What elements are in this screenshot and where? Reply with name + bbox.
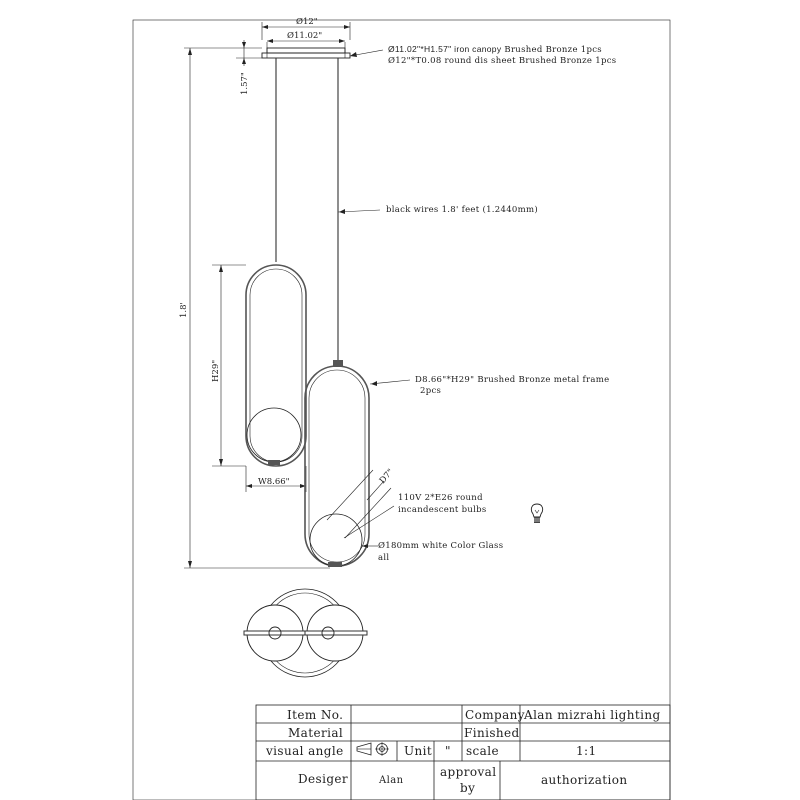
projection-symbol-icon <box>357 742 389 756</box>
frame-annotation <box>370 375 609 396</box>
authorization-label: authorization <box>541 773 628 787</box>
canopy <box>262 48 350 58</box>
bulb-spec-line2: incandescent bulbs <box>398 505 487 515</box>
top-view <box>244 589 367 677</box>
frame-spec-line2: 2pcs <box>420 386 442 396</box>
canopy-inner-dim: Ø11.02" <box>287 31 323 41</box>
title-block <box>256 705 670 800</box>
scale-label: scale <box>466 744 499 758</box>
total-height-label: 1.8' <box>179 302 189 318</box>
finished-label: Finished <box>464 726 520 740</box>
item-no-label: Item No. <box>287 708 344 722</box>
wires-label: black wires 1.8' feet (1.2440mm) <box>386 205 538 215</box>
canopy-spec-rest: Brushed Bronze 1pcs <box>501 45 602 55</box>
company-value: Alan mizrahi lighting <box>524 708 661 722</box>
disc-spec: Ø12"*T0.08 round dis sheet Brushed Bronze 1pcs <box>388 56 617 66</box>
glass-spec-line1: Ø180mm white Color Glass <box>378 541 504 551</box>
scale-value: 1:1 <box>576 744 597 758</box>
frame-width-dimension <box>246 466 306 492</box>
visual-angle-label: visual angle <box>266 744 344 758</box>
approval-line2: by <box>460 781 476 795</box>
left-pendant <box>246 265 306 466</box>
sphere-dim-label: D7" <box>377 467 397 487</box>
frame-height-dimension <box>211 265 246 466</box>
material-label: Material <box>288 726 344 740</box>
right-pendant <box>305 360 369 567</box>
canopy-annotation <box>350 44 616 66</box>
frame-height-label: H29" <box>211 359 221 382</box>
bulb-spec-line1: 110V 2*E26 round <box>398 493 483 503</box>
company-label: Company <box>465 708 525 722</box>
total-height-dimension <box>179 48 330 568</box>
canopy-dimensions <box>262 16 350 58</box>
unit-label: Unit <box>404 744 433 758</box>
designer-label: Desiger <box>298 772 349 786</box>
wires <box>276 58 538 366</box>
page-border <box>133 20 670 800</box>
canopy-outer-dim: Ø12" <box>296 17 318 27</box>
canopy-spec-bold: Ø11.02"*H1.57" iron canopy <box>388 44 502 54</box>
canopy-height-label: 1.57" <box>240 72 250 95</box>
unit-value: " <box>445 744 451 758</box>
sphere-dimension <box>327 467 396 538</box>
canopy-height-dimension <box>236 40 262 95</box>
bulb-icon <box>531 504 542 523</box>
approval-line1: approval <box>440 765 497 779</box>
svg-text:Ø11.02"*H1.57" iron canopy Bru <box>388 44 602 55</box>
designer-value: Alan <box>379 775 404 786</box>
frame-spec-line1: D8.66"*H29" Brushed Bronze metal frame <box>415 375 610 385</box>
frame-width-label: W8.66" <box>258 477 290 487</box>
glass-annotation <box>362 540 503 563</box>
glass-spec-line2: all <box>378 553 390 563</box>
